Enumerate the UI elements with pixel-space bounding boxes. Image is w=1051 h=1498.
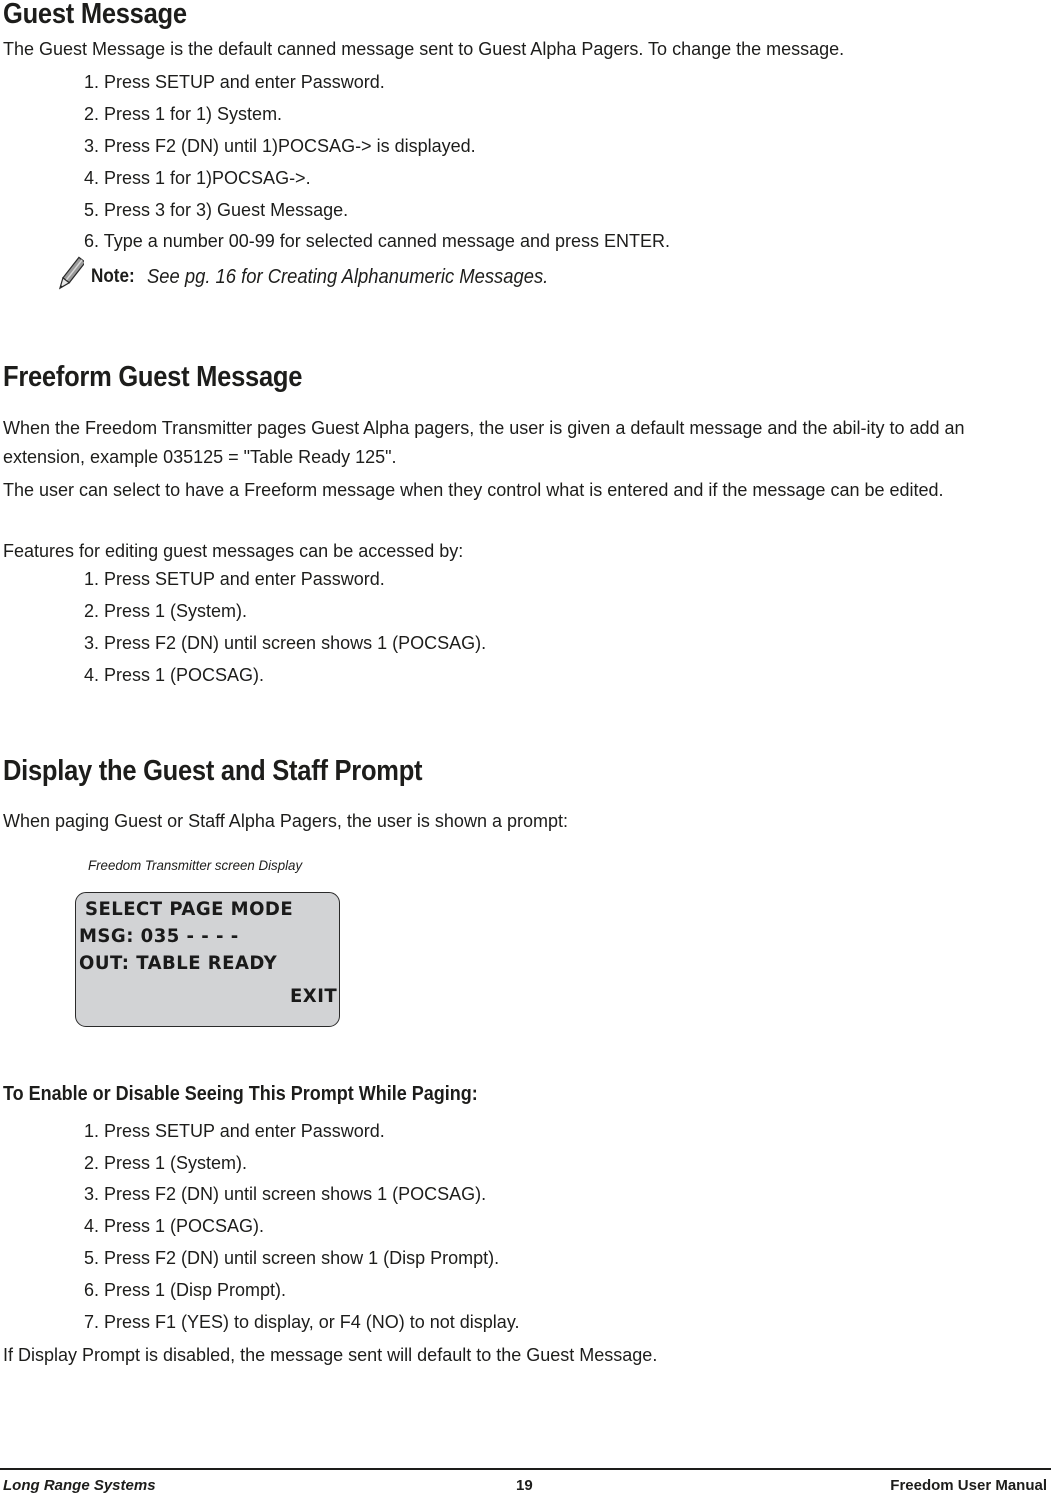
step: 3. Press F2 (DN) until 1)POCSAG-> is displayed.	[84, 136, 476, 156]
section-title-freeform-guest-message: Freeform Guest Message	[3, 361, 303, 393]
lcd-exit-label: EXIT	[290, 985, 338, 1007]
footer-company: Long Range Systems	[3, 1477, 156, 1494]
closing-paragraph: If Display Prompt is disabled, the message sent will default to the Guest Message.	[3, 1345, 658, 1365]
footer-manual-title: Freedom User Manual	[890, 1477, 1047, 1494]
freeform-para-1: When the Freedom Transmitter pages Guest Alpha pagers, the user is given a default message and the abil-ity to add an extension, example 035125 = "Table Ready 125".	[3, 418, 965, 467]
step: 2. Press 1 (System).	[84, 1153, 248, 1173]
step: 6. Press 1 (Disp Prompt).	[84, 1280, 287, 1300]
section-title-enable-disable-prompt: To Enable or Disable Seeing This Prompt While Paging:	[3, 1083, 478, 1105]
screen-caption: Freedom Transmitter screen Display	[88, 857, 303, 873]
footer-divider	[0, 1468, 1051, 1470]
lcd-line-3: OUT: TABLE READY	[79, 952, 278, 974]
step: 1. Press SETUP and enter Password.	[84, 1121, 385, 1141]
step: 1. Press SETUP and enter Password.	[84, 569, 385, 589]
step: 5. Press F2 (DN) until screen show 1 (Disp Prompt).	[84, 1248, 500, 1268]
transmitter-screen	[75, 892, 340, 1027]
page-number: 19	[516, 1477, 533, 1494]
note-text: See pg. 16 for Creating Alphanumeric Messages.	[147, 266, 549, 288]
step: 2. Press 1 for 1) System.	[84, 104, 283, 124]
lcd-line-1: SELECT PAGE MODE	[85, 898, 294, 920]
lcd-line-2: MSG: 035 - - - -	[79, 925, 239, 947]
step: 4. Press 1 (POCSAG).	[84, 665, 265, 685]
pencil-icon	[58, 254, 84, 294]
note-label: Note:	[91, 266, 135, 287]
step: 5. Press 3 for 3) Guest Message.	[84, 200, 349, 220]
step: 6. Type a number 00-99 for selected canned message and press ENTER.	[84, 231, 670, 251]
step: 4. Press 1 (POCSAG).	[84, 1216, 265, 1236]
freeform-para-2: The user can select to have a Freeform message when they control what is entered and if the message can be edited.	[3, 480, 944, 500]
display-prompt-intro: When paging Guest or Staff Alpha Pagers, the user is shown a prompt:	[3, 811, 568, 831]
step: 1. Press SETUP and enter Password.	[84, 72, 385, 92]
freeform-para-3: Features for editing guest messages can be accessed by:	[3, 541, 464, 561]
section-title-display-prompt: Display the Guest and Staff Prompt	[3, 755, 423, 787]
step: 3. Press F2 (DN) until screen shows 1 (POCSAG).	[84, 633, 487, 653]
step: 4. Press 1 for 1)POCSAG->.	[84, 168, 311, 188]
step: 7. Press F1 (YES) to display, or F4 (NO) to not display.	[84, 1312, 520, 1332]
section-title-guest-message: Guest Message	[3, 0, 187, 30]
step: 3. Press F2 (DN) until screen shows 1 (POCSAG).	[84, 1184, 487, 1204]
step: 2. Press 1 (System).	[84, 601, 248, 621]
guest-message-intro: The Guest Message is the default canned message sent to Guest Alpha Pagers. To change the message.	[3, 39, 845, 59]
